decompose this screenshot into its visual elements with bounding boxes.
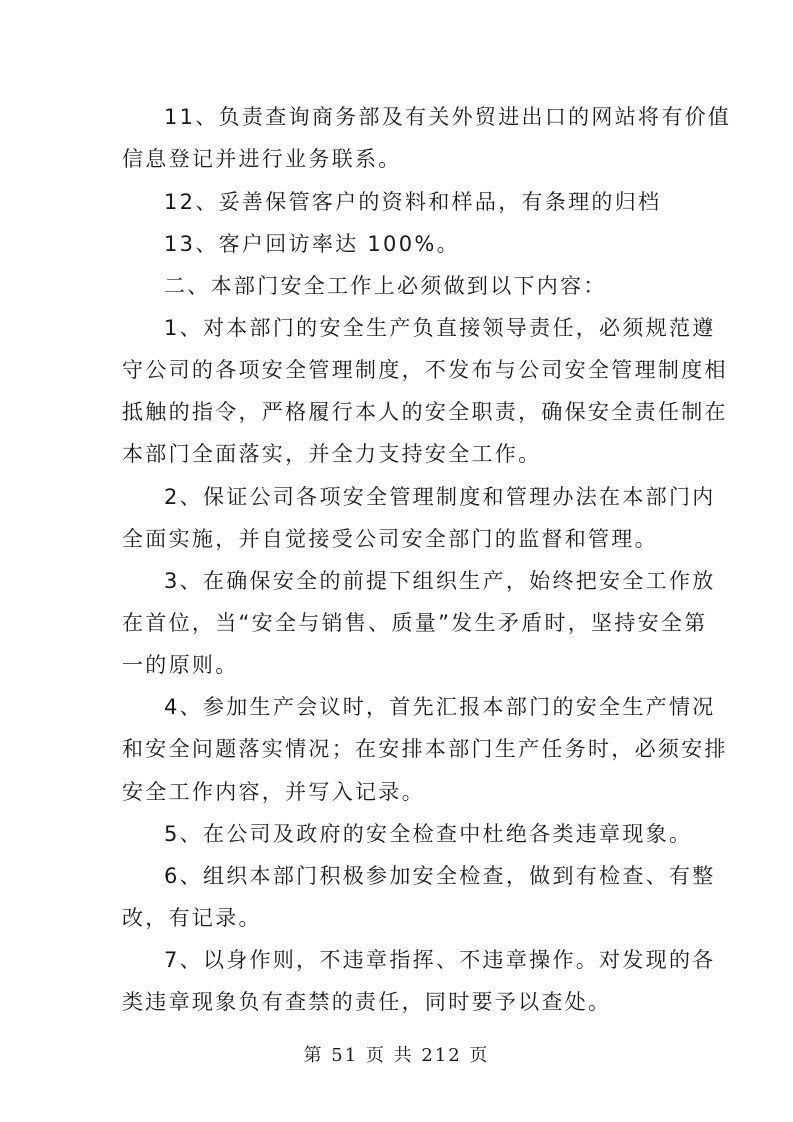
text-line: 信息登记并进行业务联系。: [122, 147, 402, 171]
text-line: 类违章现象负有查禁的责任，同时要予以查处。: [122, 990, 612, 1014]
text-line: 本部门全面落实，并全力支持安全工作。: [122, 442, 542, 466]
text-line: 2、保证公司各项安全管理制度和管理办法在本部门内: [164, 485, 716, 509]
text-line: 在首位，当“安全与销售、质量”发生矛盾时，坚持安全第: [122, 611, 708, 635]
text-line: 1、对本部门的安全生产负直接领导责任，必须规范遵: [164, 316, 716, 340]
page-number: 第 51 页 共 212 页: [303, 1045, 490, 1066]
text-line: 全面实施，并自觉接受公司安全部门的监督和管理。: [122, 527, 658, 551]
text-line: 守公司的各项安全管理制度，不发布与公司安全管理制度相: [122, 358, 728, 382]
text-line: 12、妥善保管客户的资料和样品，有条理的归档: [164, 190, 662, 214]
text-line: 11、负责查询商务部及有关外贸进出口的网站将有价值: [164, 105, 732, 129]
text-line: 安全工作内容，并写入记录。: [122, 780, 425, 804]
text-line: 5、在公司及政府的安全检查中杜绝各类违章现象。: [164, 822, 693, 846]
text-line: 7、以身作则，不违章指挥、不违章操作。对发现的各: [164, 948, 716, 972]
text-line: 13、客户回访率达 100%。: [164, 232, 460, 256]
text-line: 4、参加生产会议时，首先汇报本部门的安全生产情况: [164, 695, 716, 719]
section-heading: 二、本部门安全工作上必须做到以下内容：: [164, 274, 607, 298]
text-line: 一的原则。: [122, 653, 239, 677]
text-line: 3、在确保安全的前提下组织生产，始终把安全工作放: [164, 569, 716, 593]
text-line: 和安全问题落实情况；在安排本部门生产任务时，必须安排: [122, 737, 728, 761]
text-line: 改，有记录。: [122, 906, 262, 930]
text-line: 抵触的指令，严格履行本人的安全职责，确保安全责任制在: [122, 400, 728, 424]
text-line: 6、组织本部门积极参加安全检查，做到有检查、有整: [164, 864, 716, 888]
